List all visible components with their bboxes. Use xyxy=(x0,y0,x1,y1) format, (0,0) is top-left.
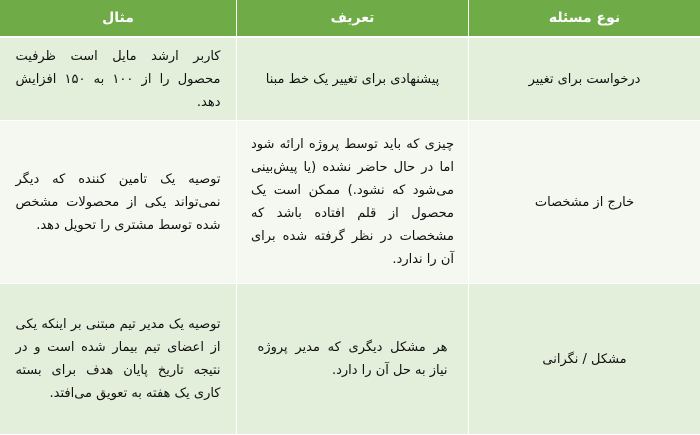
row3-definition: هر مشکل دیگری که مدیر پروژه نیاز به حل آن را دارد. xyxy=(236,284,468,435)
row3-example: توصیه یک مدیر تیم مبتنی بر اینکه یکی از اعضای تیم بیمار شده است و در نتیجه تاریخ پایان هدف برای بسته کاری یک هفته به تعویق می‌افتد. xyxy=(0,284,236,435)
row2-type: خارج از مشخصات xyxy=(468,121,700,284)
row1-type: درخواست برای تغییر xyxy=(468,38,700,121)
row1-definition: پیشنهادی برای تغییر یک خط مبنا xyxy=(236,38,468,121)
row1-example: کاربر ارشد مایل است ظرفیت محصول را از ۱۰۰ به ۱۵۰ افزایش دهد. xyxy=(0,38,236,121)
header-definition: تعریف xyxy=(236,0,468,38)
header-example: مثال xyxy=(0,0,236,38)
header-issue-type: نوع مسئله xyxy=(468,0,700,38)
row2-example: توصیه یک تامین کننده که دیگر نمی‌تواند یکی از محصولات مشخص شده توسط مشتری را تحویل دهد. xyxy=(0,121,236,284)
row2-definition: چیزی که باید توسط پروژه ارائه شود اما در حال حاضر نشده (یا پیش‌بینی می‌شود که نشود.) ممکن است یک محصول از قلم افتاده باشد که مشخصات در نظر گرفته شده برای آن را ندارد. xyxy=(236,121,468,284)
row3-type: مشکل / نگرانی xyxy=(468,284,700,435)
